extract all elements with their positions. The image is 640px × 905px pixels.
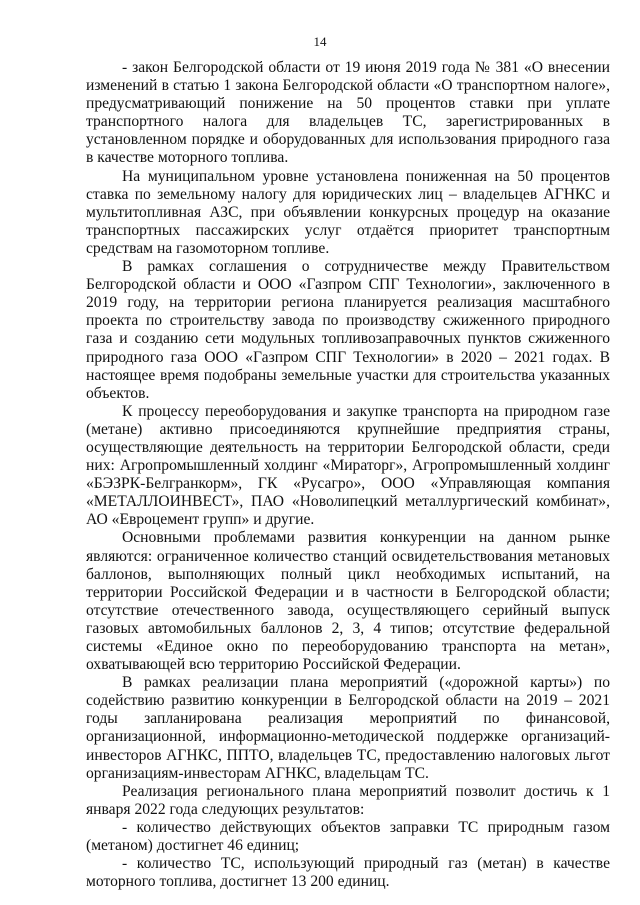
- paragraph: Реализация регионального плана мероприятий позволит достичь к 1 января 2022 года следующих результатов:: [86, 782, 610, 818]
- paragraph: - количество ТС, использующий природный газ (метан) в качестве моторного топлива, достигнет 13 200 единиц.: [86, 855, 610, 891]
- paragraph: - количество действующих объектов заправки ТС природным газом (метаном) достигнет 46 единиц;: [86, 818, 610, 855]
- paragraph: К процессу переоборудования и закупке транспорта на природном газе (метане) активно присоединяются крупнейшие предприятия страны, осуществляющие деятельность на территории Белгородской области, среди них: Агропромышленный холдинг «Мираторг», Агропромышленный холдинг «БЭЗРК-Белгранкорм», ГК «Русагро», ООО «Управляющая компания «МЕТАЛЛОИНВЕСТ», ПАО «Новолипецкий металлургический комбинат», АО «Евроцемент групп» и другие.: [86, 402, 610, 529]
- paragraph: В рамках соглашения о сотрудничестве между Правительством Белгородской области и ООО «Газпром СПГ Технологии», заключенного в 2019 году, на территории региона планируется реализация масштабного проекта по строительству завода по производству сжиженного природного газа и созданию сети модульных топливозаправочных пунктов сжиженного природного газа ООО «Газпром СПГ Технологии» в 2020 – 2021 годах. В настоящее время подобраны земельные участки для строительства указанных объектов.: [86, 258, 610, 402]
- document-body: [86, 59, 610, 891]
- paragraph: В рамках реализации плана мероприятий («дорожной карты») по содействию развитию конкуренции в Белгородской области на 2019 – 2021 годы запланирована реализация мероприятий по финансовой, организационной, информационно-методической поддержке организаций-инвесторов АГНКС, ППТО, владельцев ТС, предоставлению налоговых льгот организациям-инвесторам АГНКС, владельцам ТС.: [86, 674, 610, 782]
- paragraph: На муниципальном уровне установлена пониженная на 50 процентов ставка по земельному налогу для юридических лиц – владельцев АГНКС и мультитопливная АЗС, при объявлении конкурсных процедур на оказание транспортных пассажирских услуг отдаётся приоритет транспортным средствам на газомоторном топливе.: [86, 167, 610, 257]
- paragraph: Основными проблемами развития конкуренции на данном рынке являются: ограниченное количество станций освидетельствования метановых баллонов, выполняющих полный цикл необходимых испытаний, на территории Российской Федерации и в частности в Белгородской области; отсутствие отечественного завода, осуществляющего серийный выпуск газовых автомобильных баллонов 2, 3, 4 типов; отсутствие федеральной системы «Единое окно по переоборудованию транспорта на метан», охватывающей всю территорию Российской Федерации.: [86, 529, 610, 674]
- page-number: 14: [313, 34, 327, 49]
- paragraph: - закон Белгородской области от 19 июня 2019 года № 381 «О внесении изменений в статью 1 закона Белгородской области «О транспортном налоге», предусматривающий понижение на 50 процентов ставки при уплате транспортного налога для владельцев ТС, зарегистрированных в установленном порядке и оборудованных для использования природного газа в качестве моторного топлива.: [86, 59, 610, 167]
